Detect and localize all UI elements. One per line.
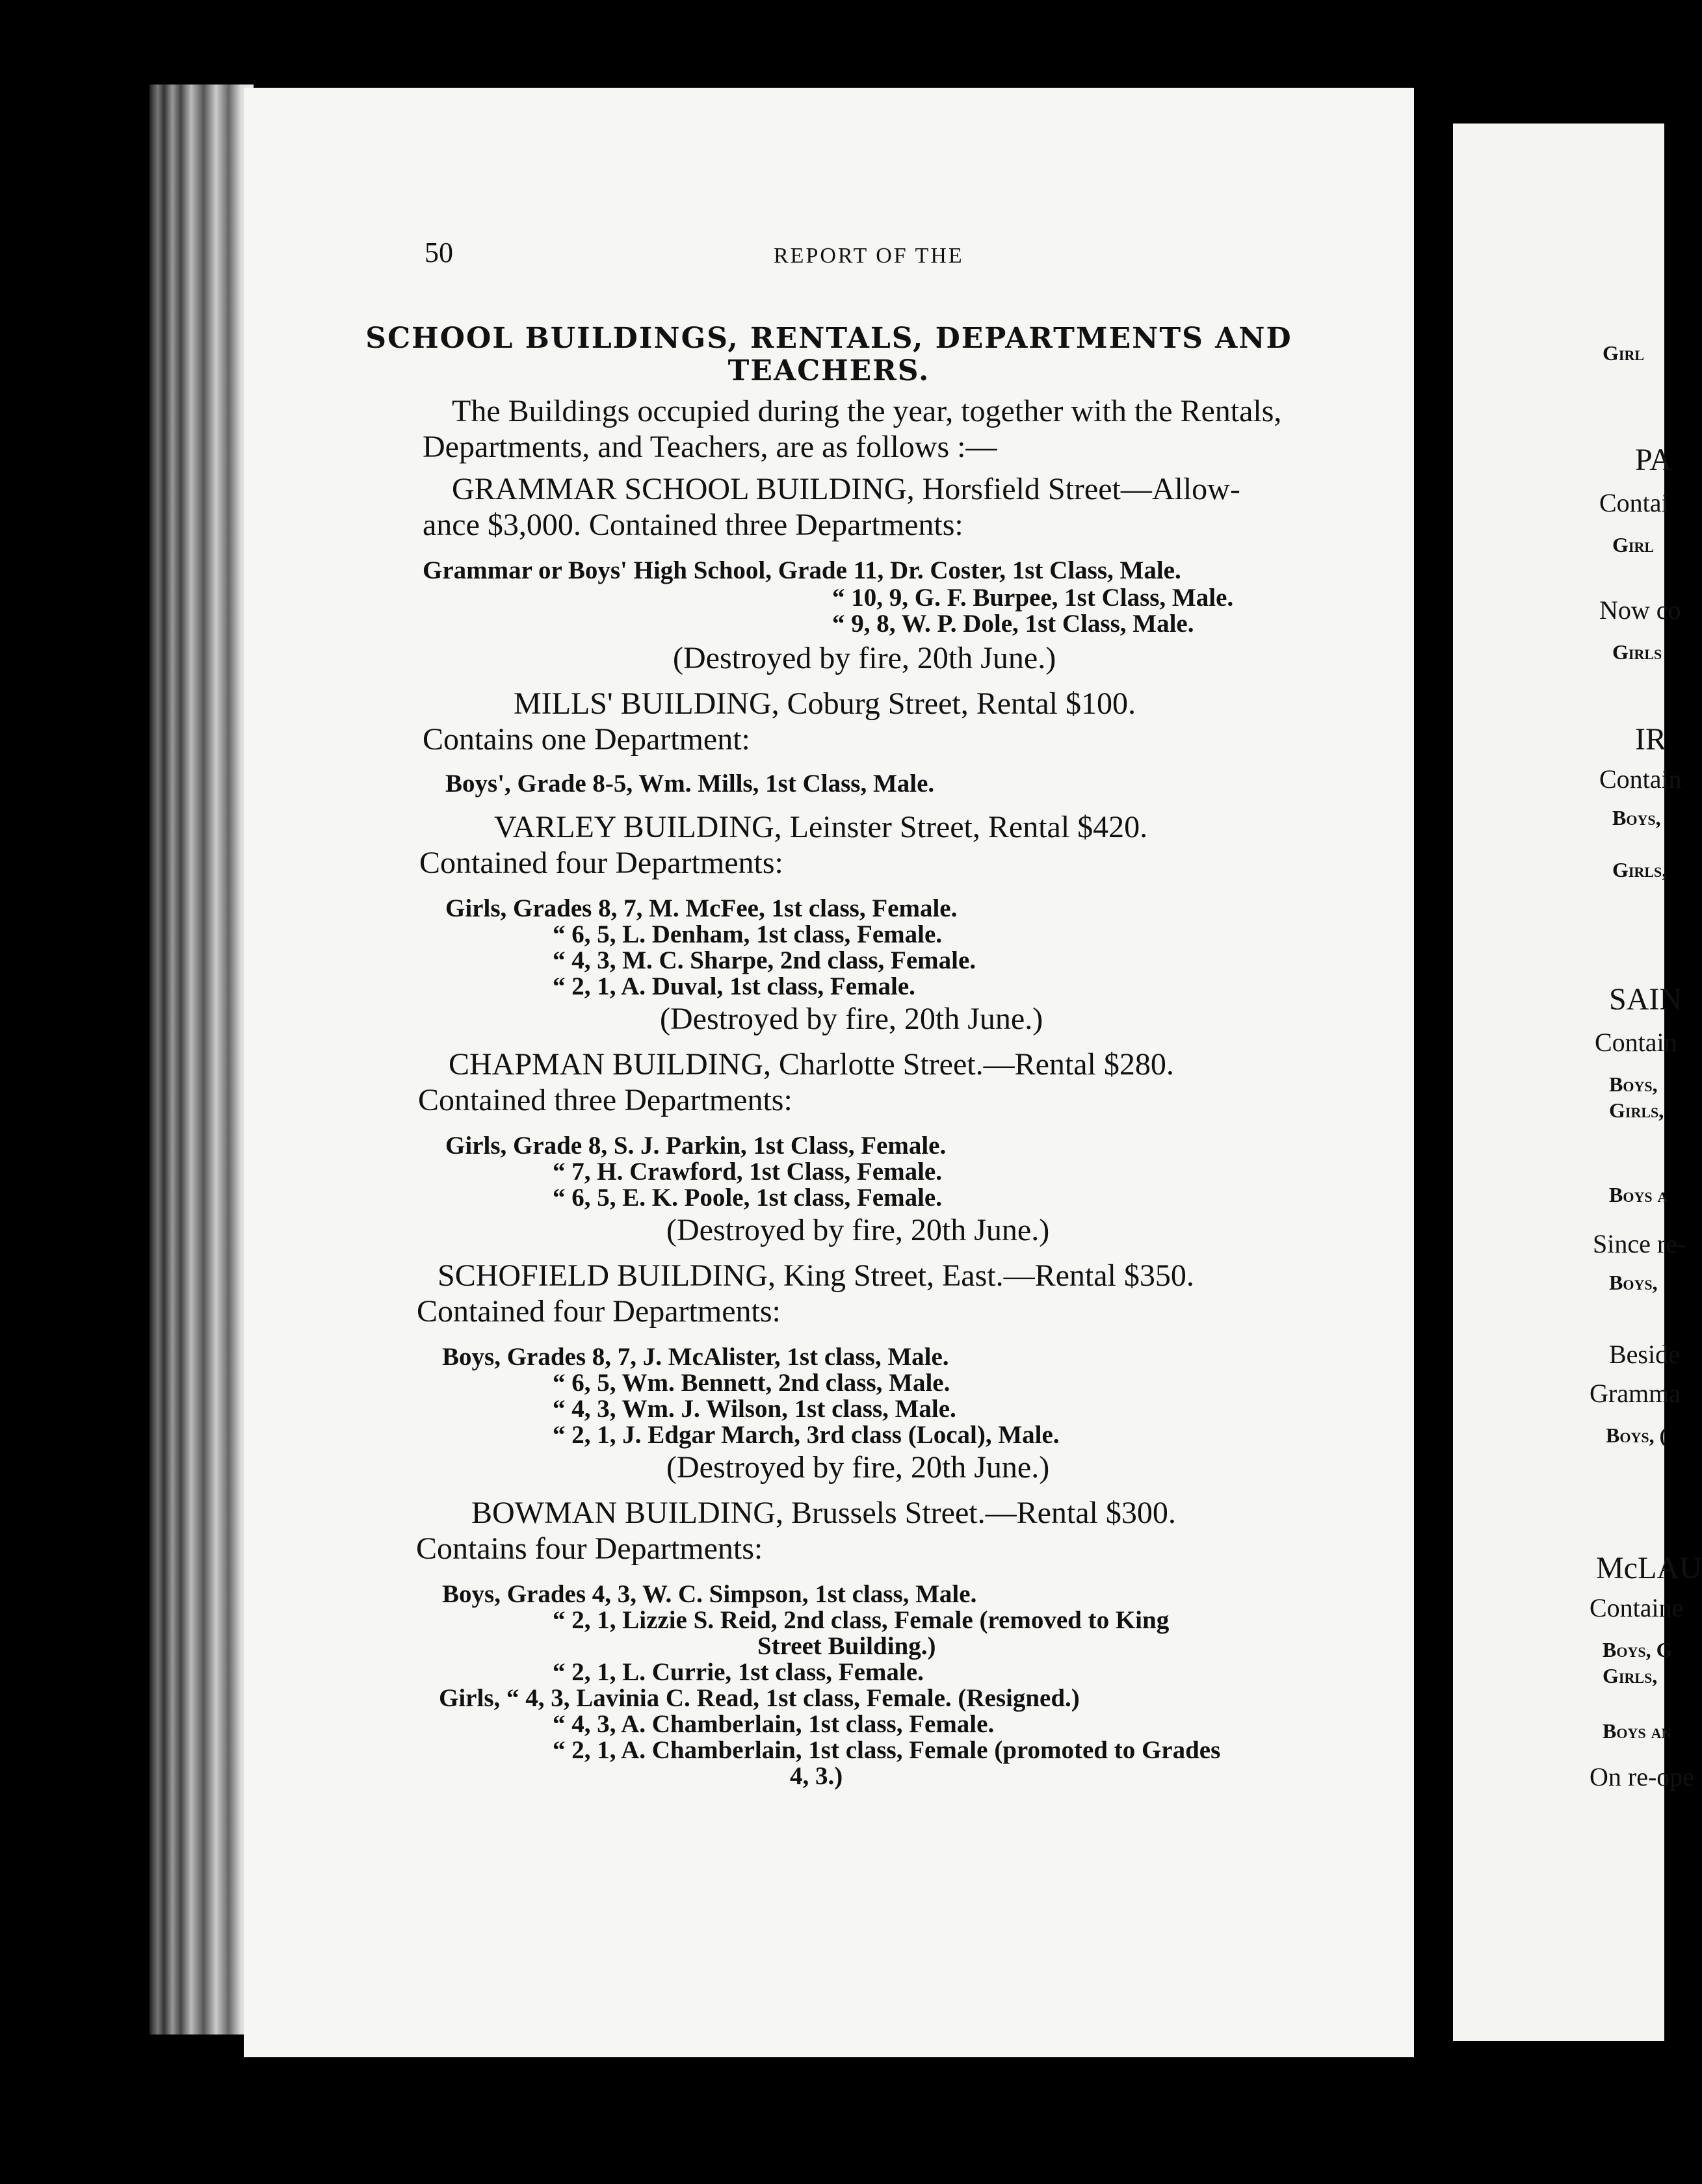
right-fragment-15: Boys a [1609, 1183, 1668, 1206]
chapman-heading: CHAPMAN BUILDING, Charlotte Street.—Rental $280. [449, 1047, 1174, 1082]
right-fragment-17: Boys, [1609, 1271, 1658, 1294]
grammar-row-1: Grammar or Boys' High School, Grade 11, Dr. Coster, 1st Class, Male. [423, 556, 1181, 584]
chapman-note: (Destroyed by fire, 20th June.) [666, 1213, 1050, 1247]
mills-contains: Contains one Department: [423, 722, 750, 757]
mills-heading: MILLS' BUILDING, Coburg Street, Rental $100. [514, 686, 1136, 721]
right-fragment-22: Containe [1590, 1593, 1684, 1622]
schofield-row-3: “ 4, 3, Wm. J. Wilson, 1st class, Male. [553, 1395, 956, 1423]
right-fragment-20: Boys, ( [1606, 1424, 1667, 1447]
right-fragment-10: Girls, [1612, 858, 1668, 881]
right-fragment-26: On re-ope [1590, 1762, 1695, 1791]
right-fragment-19: Gramma [1590, 1379, 1681, 1408]
grammar-row-3: “ 9, 8, W. P. Dole, 1st Class, Male. [832, 610, 1194, 638]
right-fragment-14: Girls, [1609, 1098, 1664, 1122]
right-fragment-18: Beside [1609, 1340, 1680, 1369]
bowman-row-2: “ 2, 1, Lizzie S. Reid, 2nd class, Female (removed to King [553, 1606, 1170, 1634]
right-fragment-11: SAIN [1609, 982, 1682, 1017]
schofield-contains: Contained four Departments: [417, 1294, 781, 1329]
bowman-row-3: “ 2, 1, L. Currie, 1st class, Female. [553, 1658, 924, 1686]
bowman-row-2-cont: Street Building.) [757, 1632, 936, 1660]
varley-row-1: Girls, Grades 8, 7, M. McFee, 1st class, Female. [445, 894, 958, 922]
right-fragment-7: IR [1635, 722, 1666, 757]
chapman-contains: Contained three Departments: [418, 1083, 792, 1117]
varley-row-2: “ 6, 5, L. Denham, 1st class, Female. [553, 920, 943, 948]
right-fragment-25: Boys an [1603, 1719, 1672, 1743]
intro-line1: The Buildings occupied during the year, together with the Rentals, [452, 394, 1282, 428]
varley-heading: VARLEY BUILDING, Leinster Street, Rental $420. [494, 810, 1148, 844]
right-fragment-12: Contain [1595, 1028, 1677, 1057]
schofield-heading: SCHOFIELD BUILDING, King Street, East.—Rental $350. [438, 1258, 1194, 1293]
bowman-contains: Contains four Departments: [416, 1531, 763, 1566]
mills-row-1: Boys', Grade 8-5, Wm. Mills, 1st Class, Male. [445, 770, 935, 798]
chapman-row-1: Girls, Grade 8, S. J. Parkin, 1st Class, Female. [445, 1132, 947, 1160]
page-number: 50 [425, 237, 453, 268]
section-title-line1: SCHOOL BUILDINGS, RENTALS, DEPARTMENTS AND [365, 322, 1292, 355]
bowman-heading: BOWMAN BUILDING, Brussels Street.—Rental $300. [471, 1496, 1176, 1530]
right-fragment-6: Girls [1612, 640, 1662, 664]
bowman-row-5: “ 4, 3, A. Chamberlain, 1st class, Female. [553, 1710, 995, 1738]
varley-note: (Destroyed by fire, 20th June.) [660, 1002, 1043, 1036]
book-spine [150, 84, 254, 2034]
right-fragment-8: Contain [1599, 764, 1682, 794]
bowman-row-6-cont: 4, 3.) [790, 1762, 843, 1790]
right-fragment-23: Boys, G [1603, 1638, 1673, 1661]
bowman-row-4: Girls, “ 4, 3, Lavinia C. Read, 1st class, Female. (Resigned.) [439, 1684, 1080, 1712]
right-fragment-4: Girl [1612, 533, 1655, 556]
right-fragment-5: Now co [1599, 595, 1681, 625]
right-fragment-13: Boys, [1609, 1072, 1658, 1096]
intro-line2: Departments, and Teachers, are as follows :— [423, 430, 997, 464]
right-fragment-1: Girl [1603, 341, 1645, 365]
right-page-fragment [1453, 124, 1702, 2041]
bowman-row-6: “ 2, 1, A. Chamberlain, 1st class, Female (promoted to Grades [553, 1736, 1221, 1764]
right-fragment-2: PA [1635, 443, 1672, 477]
grammar-heading-line1: GRAMMAR SCHOOL BUILDING, Horsfield Street—Allow- [452, 472, 1240, 506]
schofield-row-2: “ 6, 5, Wm. Bennett, 2nd class, Male. [553, 1369, 950, 1397]
right-fragment-9: Boys, [1612, 806, 1661, 829]
varley-contains: Contained four Departments: [419, 846, 783, 880]
right-fragment-3: Contai [1599, 488, 1669, 517]
right-fragment-24: Girls, [1603, 1664, 1658, 1687]
right-fragment-16: Since re- [1593, 1229, 1686, 1258]
running-head: REPORT OF THE [774, 244, 964, 268]
section-title-line2: TEACHERS. [727, 354, 930, 387]
grammar-note: (Destroyed by fire, 20th June.) [673, 641, 1056, 675]
schofield-note: (Destroyed by fire, 20th June.) [666, 1450, 1050, 1485]
chapman-row-3: “ 6, 5, E. K. Poole, 1st class, Female. [553, 1184, 942, 1212]
grammar-heading-line2: ance $3,000. Contained three Departments: [423, 508, 963, 542]
schofield-row-4: “ 2, 1, J. Edgar March, 3rd class (Local), Male. [553, 1421, 1060, 1449]
chapman-row-2: “ 7, H. Crawford, 1st Class, Female. [553, 1158, 942, 1186]
right-fragment-21: McLAU [1596, 1551, 1702, 1585]
varley-row-3: “ 4, 3, M. C. Sharpe, 2nd class, Female. [553, 946, 976, 974]
bowman-row-1: Boys, Grades 4, 3, W. C. Simpson, 1st class, Male. [442, 1580, 977, 1608]
left-page [244, 88, 1414, 2057]
schofield-row-1: Boys, Grades 8, 7, J. McAlister, 1st class, Male. [442, 1343, 949, 1371]
varley-row-4: “ 2, 1, A. Duval, 1st class, Female. [553, 972, 915, 1000]
grammar-row-2: “ 10, 9, G. F. Burpee, 1st Class, Male. [832, 584, 1234, 612]
